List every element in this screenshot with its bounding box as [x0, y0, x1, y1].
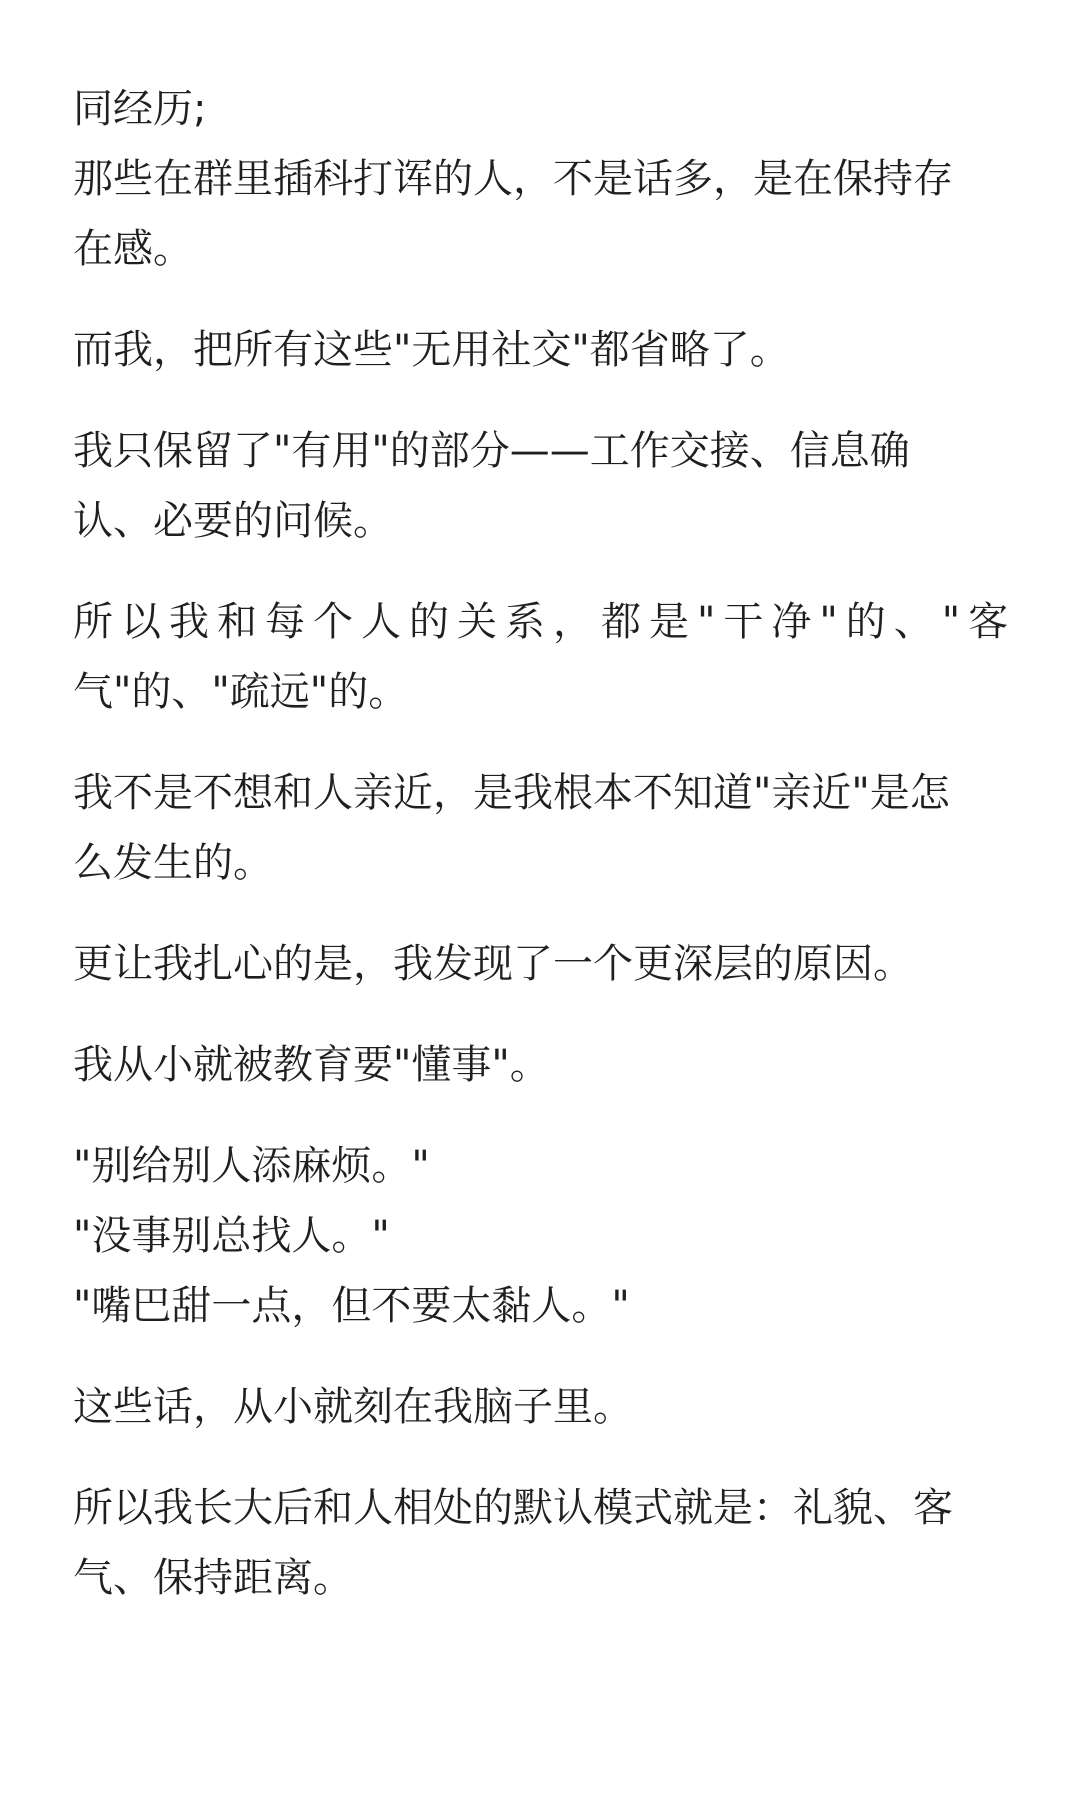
paragraph-9 [73, 1131, 1013, 1341]
text-line: "没事别总找人。" [73, 1213, 390, 1259]
paragraph-5 [73, 587, 1017, 727]
article-body [73, 74, 1017, 1644]
paragraph-10 [73, 1372, 1013, 1442]
text-line: 同经历; [73, 86, 207, 132]
text-line: 我从小就被教育要"懂事"。 [73, 1042, 550, 1088]
paragraph-4 [73, 416, 1013, 556]
text-line: "嘴巴甜一点，但不要太黏人。" [73, 1283, 630, 1329]
text-line: 我只保留了"有用"的部分——工作交接、信息确 [73, 428, 910, 474]
paragraph-3 [73, 315, 1013, 385]
text-line: 而我，把所有这些"无用社交"都省略了。 [73, 327, 790, 373]
text-line: 更让我扎心的是，我发现了一个更深层的原因。 [73, 941, 913, 987]
text-line: 么发生的。 [73, 840, 273, 886]
text-line: "别给别人添麻烦。" [73, 1143, 430, 1189]
paragraph-8 [73, 1030, 1013, 1100]
text-line: 所以我长大后和人相处的默认模式就是：礼貌、客 [73, 1485, 953, 1531]
text-line: 我不是不想和人亲近，是我根本不知道"亲近"是怎 [73, 770, 950, 816]
paragraph-11 [73, 1473, 1013, 1613]
paragraph-1 [73, 74, 1013, 144]
text-line: 在感。 [73, 226, 193, 272]
text-line: 这些话，从小就刻在我脑子里。 [73, 1384, 633, 1430]
text-line: 气、保持距离。 [73, 1555, 353, 1601]
paragraph-2 [73, 144, 1013, 284]
text-line: 认、必要的问候。 [73, 498, 393, 544]
paragraph-7 [73, 929, 1013, 999]
paragraph-6 [73, 758, 1013, 898]
text-line: 那些在群里插科打诨的人，不是话多，是在保持存 [73, 156, 953, 202]
text-line: 气"的、"疏远"的。 [73, 669, 409, 715]
text-line: 所以我和每个人的关系，都是"干净"的、"客 [73, 599, 1017, 645]
